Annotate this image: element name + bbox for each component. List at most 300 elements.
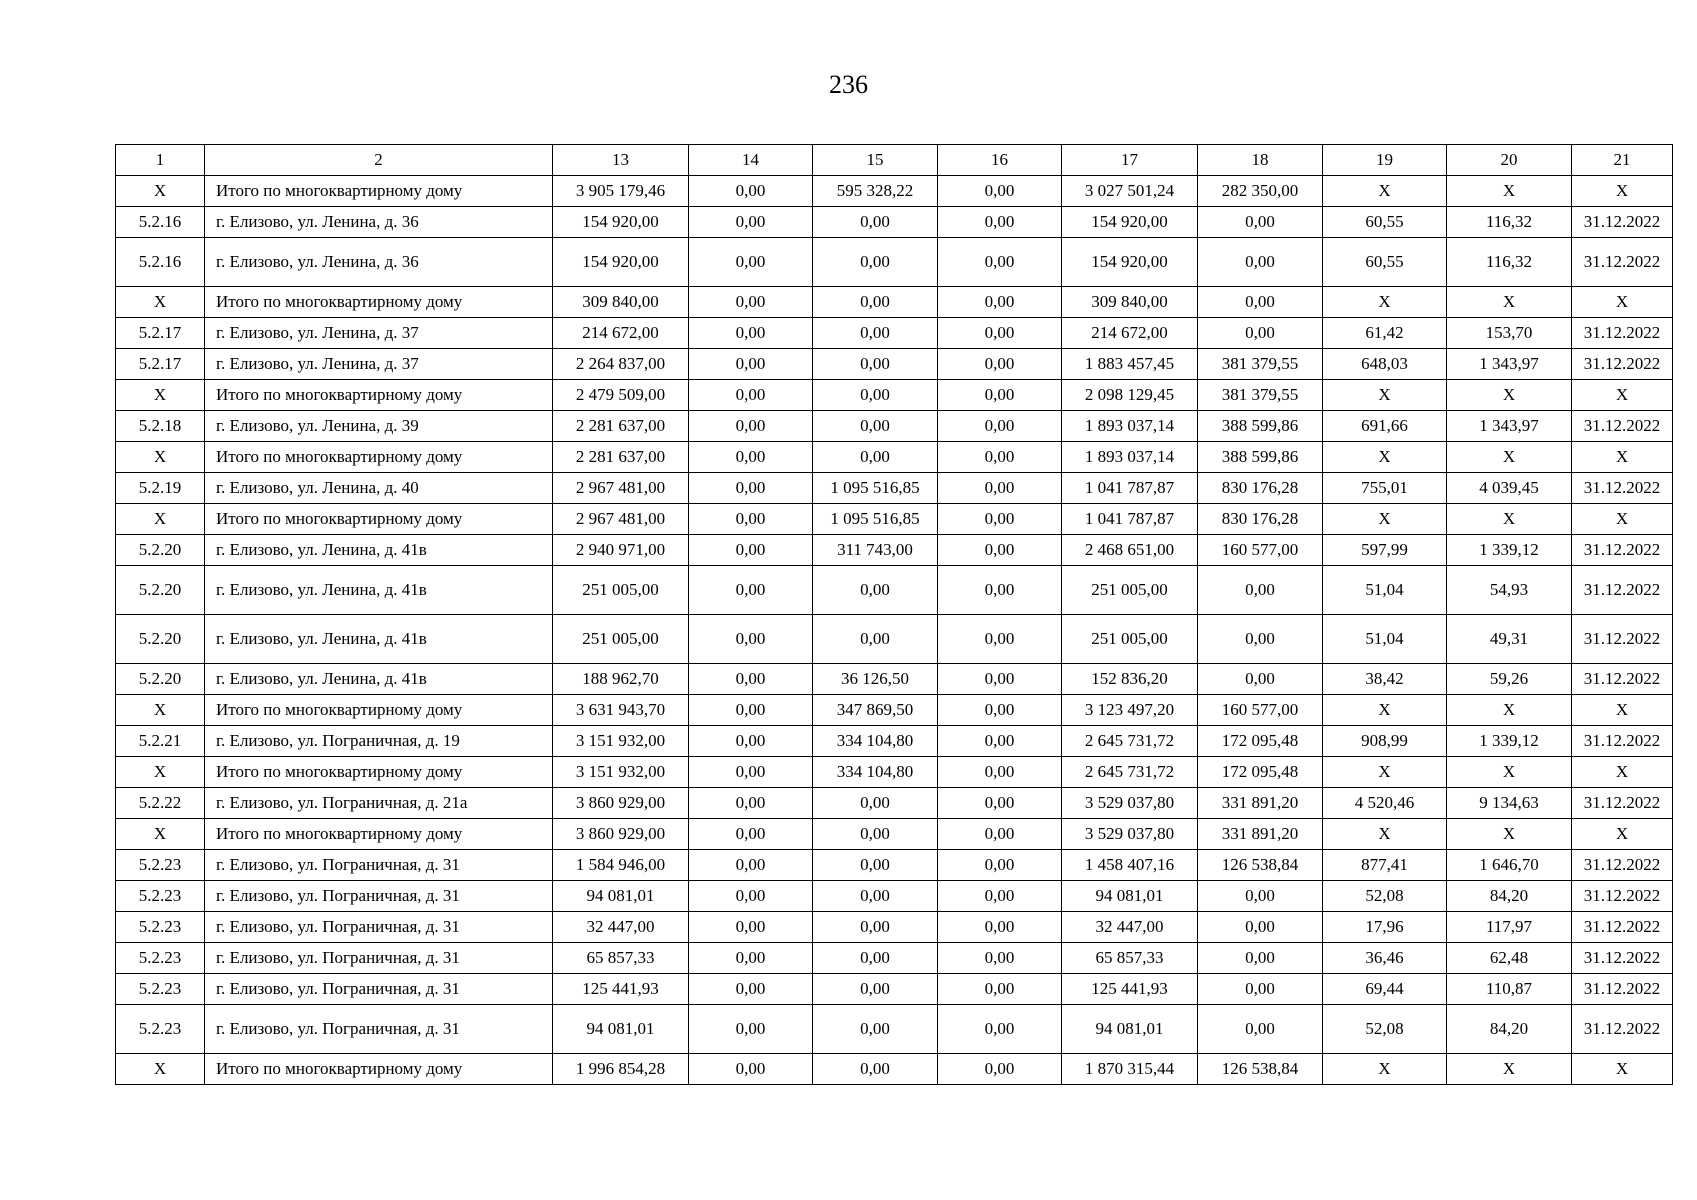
- col-19-cell: 36,46: [1323, 943, 1447, 974]
- col-13-cell: 3 151 932,00: [553, 757, 689, 788]
- col-15-cell: 0,00: [813, 380, 938, 411]
- col-20-cell: 1 343,97: [1447, 411, 1572, 442]
- col-16-cell: 0,00: [938, 974, 1062, 1005]
- column-header: 1: [116, 145, 205, 176]
- col-13-cell: 251 005,00: [553, 566, 689, 615]
- col-21-cell: Х: [1572, 442, 1673, 473]
- col-21-cell: 31.12.2022: [1572, 615, 1673, 664]
- col-18-cell: 0,00: [1198, 664, 1323, 695]
- col-18-cell: 0,00: [1198, 318, 1323, 349]
- col-17-cell: 94 081,01: [1062, 1005, 1198, 1054]
- col-15-cell: 0,00: [813, 974, 938, 1005]
- address-cell: г. Елизово, ул. Пограничная, д. 31: [205, 881, 553, 912]
- col-17-cell: 65 857,33: [1062, 943, 1198, 974]
- address-cell: г. Елизово, ул. Пограничная, д. 31: [205, 974, 553, 1005]
- col-18-cell: 830 176,28: [1198, 504, 1323, 535]
- col-18-cell: 0,00: [1198, 881, 1323, 912]
- col-16-cell: 0,00: [938, 287, 1062, 318]
- col-19-cell: Х: [1323, 380, 1447, 411]
- table-row: [116, 943, 1673, 974]
- col-20-cell: 4 039,45: [1447, 473, 1572, 504]
- col-13-cell: 251 005,00: [553, 615, 689, 664]
- col-15-cell: 0,00: [813, 207, 938, 238]
- column-header: 15: [813, 145, 938, 176]
- col-14-cell: 0,00: [689, 176, 813, 207]
- col-15-cell: 0,00: [813, 615, 938, 664]
- row-number-cell: Х: [116, 819, 205, 850]
- col-17-cell: 1 041 787,87: [1062, 473, 1198, 504]
- row-number-cell: Х: [116, 176, 205, 207]
- col-18-cell: 0,00: [1198, 974, 1323, 1005]
- col-14-cell: 0,00: [689, 974, 813, 1005]
- col-20-cell: Х: [1447, 176, 1572, 207]
- col-20-cell: 84,20: [1447, 1005, 1572, 1054]
- col-14-cell: 0,00: [689, 1054, 813, 1085]
- row-number-cell: 5.2.19: [116, 473, 205, 504]
- col-21-cell: Х: [1572, 504, 1673, 535]
- col-17-cell: 251 005,00: [1062, 566, 1198, 615]
- col-13-cell: 2 967 481,00: [553, 473, 689, 504]
- col-19-cell: Х: [1323, 176, 1447, 207]
- row-number-cell: 5.2.23: [116, 912, 205, 943]
- address-cell: Итого по многоквартирному дому: [205, 380, 553, 411]
- col-19-cell: 61,42: [1323, 318, 1447, 349]
- col-17-cell: 152 836,20: [1062, 664, 1198, 695]
- col-16-cell: 0,00: [938, 318, 1062, 349]
- table-row: [116, 1005, 1673, 1054]
- col-19-cell: 908,99: [1323, 726, 1447, 757]
- row-number-cell: Х: [116, 1054, 205, 1085]
- table-row: [116, 664, 1673, 695]
- table-row: [116, 912, 1673, 943]
- row-number-cell: 5.2.20: [116, 615, 205, 664]
- row-number-cell: Х: [116, 442, 205, 473]
- address-cell: Итого по многоквартирному дому: [205, 1054, 553, 1085]
- col-17-cell: 2 098 129,45: [1062, 380, 1198, 411]
- col-14-cell: 0,00: [689, 757, 813, 788]
- col-16-cell: 0,00: [938, 850, 1062, 881]
- col-16-cell: 0,00: [938, 819, 1062, 850]
- table-row: [116, 176, 1673, 207]
- col-14-cell: 0,00: [689, 664, 813, 695]
- row-number-cell: 5.2.21: [116, 726, 205, 757]
- table-row: [116, 380, 1673, 411]
- col-17-cell: 251 005,00: [1062, 615, 1198, 664]
- page-number: 236: [829, 70, 868, 99]
- col-21-cell: 31.12.2022: [1572, 850, 1673, 881]
- col-18-cell: 160 577,00: [1198, 695, 1323, 726]
- col-18-cell: 0,00: [1198, 207, 1323, 238]
- table-row: [116, 726, 1673, 757]
- col-19-cell: Х: [1323, 695, 1447, 726]
- col-19-cell: 51,04: [1323, 615, 1447, 664]
- col-16-cell: 0,00: [938, 943, 1062, 974]
- col-13-cell: 2 967 481,00: [553, 504, 689, 535]
- col-14-cell: 0,00: [689, 726, 813, 757]
- col-13-cell: 154 920,00: [553, 207, 689, 238]
- address-cell: Итого по многоквартирному дому: [205, 757, 553, 788]
- row-number-cell: 5.2.20: [116, 566, 205, 615]
- table-row: [116, 881, 1673, 912]
- col-15-cell: 347 869,50: [813, 695, 938, 726]
- col-13-cell: 3 860 929,00: [553, 788, 689, 819]
- col-13-cell: 214 672,00: [553, 318, 689, 349]
- col-13-cell: 188 962,70: [553, 664, 689, 695]
- col-21-cell: 31.12.2022: [1572, 535, 1673, 566]
- col-21-cell: Х: [1572, 380, 1673, 411]
- col-14-cell: 0,00: [689, 850, 813, 881]
- col-16-cell: 0,00: [938, 912, 1062, 943]
- col-13-cell: 1 584 946,00: [553, 850, 689, 881]
- col-19-cell: 38,42: [1323, 664, 1447, 695]
- col-13-cell: 3 631 943,70: [553, 695, 689, 726]
- col-17-cell: 309 840,00: [1062, 287, 1198, 318]
- col-16-cell: 0,00: [938, 238, 1062, 287]
- col-13-cell: 2 281 637,00: [553, 411, 689, 442]
- table-row: [116, 788, 1673, 819]
- col-18-cell: 126 538,84: [1198, 850, 1323, 881]
- col-16-cell: 0,00: [938, 349, 1062, 380]
- col-15-cell: 0,00: [813, 411, 938, 442]
- col-15-cell: 0,00: [813, 912, 938, 943]
- col-20-cell: 1 339,12: [1447, 726, 1572, 757]
- col-17-cell: 3 027 501,24: [1062, 176, 1198, 207]
- table-row: [116, 238, 1673, 287]
- col-14-cell: 0,00: [689, 442, 813, 473]
- col-13-cell: 94 081,01: [553, 881, 689, 912]
- col-21-cell: 31.12.2022: [1572, 566, 1673, 615]
- table-row: [116, 207, 1673, 238]
- address-cell: г. Елизово, ул. Ленина, д. 40: [205, 473, 553, 504]
- col-15-cell: 0,00: [813, 287, 938, 318]
- col-14-cell: 0,00: [689, 566, 813, 615]
- col-14-cell: 0,00: [689, 788, 813, 819]
- col-14-cell: 0,00: [689, 535, 813, 566]
- col-20-cell: Х: [1447, 757, 1572, 788]
- col-13-cell: 309 840,00: [553, 287, 689, 318]
- table-row: [116, 442, 1673, 473]
- col-20-cell: 1 339,12: [1447, 535, 1572, 566]
- col-21-cell: 31.12.2022: [1572, 238, 1673, 287]
- row-number-cell: Х: [116, 287, 205, 318]
- column-header: 21: [1572, 145, 1673, 176]
- col-14-cell: 0,00: [689, 504, 813, 535]
- table-row: [116, 974, 1673, 1005]
- col-14-cell: 0,00: [689, 380, 813, 411]
- col-16-cell: 0,00: [938, 380, 1062, 411]
- col-16-cell: 0,00: [938, 664, 1062, 695]
- col-20-cell: 9 134,63: [1447, 788, 1572, 819]
- col-13-cell: 3 905 179,46: [553, 176, 689, 207]
- col-20-cell: 110,87: [1447, 974, 1572, 1005]
- col-13-cell: 3 860 929,00: [553, 819, 689, 850]
- col-17-cell: 1 041 787,87: [1062, 504, 1198, 535]
- col-17-cell: 32 447,00: [1062, 912, 1198, 943]
- col-13-cell: 2 479 509,00: [553, 380, 689, 411]
- col-19-cell: Х: [1323, 442, 1447, 473]
- col-20-cell: 54,93: [1447, 566, 1572, 615]
- col-21-cell: 31.12.2022: [1572, 788, 1673, 819]
- address-cell: Итого по многоквартирному дому: [205, 287, 553, 318]
- address-cell: г. Елизово, ул. Пограничная, д. 31: [205, 912, 553, 943]
- col-13-cell: 2 264 837,00: [553, 349, 689, 380]
- col-19-cell: 17,96: [1323, 912, 1447, 943]
- col-18-cell: 830 176,28: [1198, 473, 1323, 504]
- col-20-cell: 1 343,97: [1447, 349, 1572, 380]
- col-15-cell: 1 095 516,85: [813, 473, 938, 504]
- col-20-cell: Х: [1447, 695, 1572, 726]
- col-19-cell: 4 520,46: [1323, 788, 1447, 819]
- col-19-cell: 60,55: [1323, 207, 1447, 238]
- col-19-cell: 52,08: [1323, 1005, 1447, 1054]
- col-15-cell: 0,00: [813, 318, 938, 349]
- col-16-cell: 0,00: [938, 566, 1062, 615]
- col-14-cell: 0,00: [689, 881, 813, 912]
- address-cell: г. Елизово, ул. Ленина, д. 36: [205, 207, 553, 238]
- col-17-cell: 154 920,00: [1062, 238, 1198, 287]
- col-18-cell: 0,00: [1198, 943, 1323, 974]
- col-13-cell: 1 996 854,28: [553, 1054, 689, 1085]
- table-row: [116, 819, 1673, 850]
- row-number-cell: 5.2.22: [116, 788, 205, 819]
- column-header: 2: [205, 145, 553, 176]
- col-19-cell: 60,55: [1323, 238, 1447, 287]
- row-number-cell: Х: [116, 695, 205, 726]
- col-20-cell: Х: [1447, 504, 1572, 535]
- col-14-cell: 0,00: [689, 695, 813, 726]
- col-20-cell: 49,31: [1447, 615, 1572, 664]
- col-17-cell: 125 441,93: [1062, 974, 1198, 1005]
- col-21-cell: 31.12.2022: [1572, 207, 1673, 238]
- col-21-cell: Х: [1572, 176, 1673, 207]
- address-cell: г. Елизово, ул. Ленина, д. 41в: [205, 664, 553, 695]
- col-20-cell: 84,20: [1447, 881, 1572, 912]
- col-20-cell: Х: [1447, 819, 1572, 850]
- table-row: [116, 695, 1673, 726]
- col-20-cell: 116,32: [1447, 207, 1572, 238]
- table-row: [116, 349, 1673, 380]
- col-18-cell: 0,00: [1198, 287, 1323, 318]
- column-header: 17: [1062, 145, 1198, 176]
- column-header: 18: [1198, 145, 1323, 176]
- row-number-cell: 5.2.23: [116, 1005, 205, 1054]
- col-16-cell: 0,00: [938, 1054, 1062, 1085]
- col-18-cell: 0,00: [1198, 566, 1323, 615]
- row-number-cell: 5.2.17: [116, 349, 205, 380]
- col-16-cell: 0,00: [938, 881, 1062, 912]
- row-number-cell: Х: [116, 504, 205, 535]
- row-number-cell: 5.2.23: [116, 974, 205, 1005]
- col-14-cell: 0,00: [689, 819, 813, 850]
- col-18-cell: 0,00: [1198, 238, 1323, 287]
- column-header: 20: [1447, 145, 1572, 176]
- address-cell: Итого по многоквартирному дому: [205, 695, 553, 726]
- col-14-cell: 0,00: [689, 1005, 813, 1054]
- col-19-cell: 648,03: [1323, 349, 1447, 380]
- col-16-cell: 0,00: [938, 695, 1062, 726]
- col-20-cell: Х: [1447, 442, 1572, 473]
- table-row: [116, 1054, 1673, 1085]
- address-cell: г. Елизово, ул. Ленина, д. 39: [205, 411, 553, 442]
- col-15-cell: 1 095 516,85: [813, 504, 938, 535]
- col-20-cell: 59,26: [1447, 664, 1572, 695]
- col-21-cell: Х: [1572, 695, 1673, 726]
- col-19-cell: Х: [1323, 757, 1447, 788]
- col-16-cell: 0,00: [938, 757, 1062, 788]
- address-cell: г. Елизово, ул. Ленина, д. 41в: [205, 615, 553, 664]
- col-15-cell: 0,00: [813, 1005, 938, 1054]
- col-16-cell: 0,00: [938, 442, 1062, 473]
- col-15-cell: 595 328,22: [813, 176, 938, 207]
- row-number-cell: 5.2.23: [116, 943, 205, 974]
- col-20-cell: Х: [1447, 287, 1572, 318]
- address-cell: г. Елизово, ул. Ленина, д. 41в: [205, 566, 553, 615]
- address-cell: Итого по многоквартирному дому: [205, 819, 553, 850]
- table-row: [116, 287, 1673, 318]
- col-20-cell: 1 646,70: [1447, 850, 1572, 881]
- col-21-cell: 31.12.2022: [1572, 318, 1673, 349]
- col-19-cell: 755,01: [1323, 473, 1447, 504]
- address-cell: г. Елизово, ул. Пограничная, д. 31: [205, 1005, 553, 1054]
- col-20-cell: 116,32: [1447, 238, 1572, 287]
- address-cell: Итого по многоквартирному дому: [205, 442, 553, 473]
- col-18-cell: 0,00: [1198, 1005, 1323, 1054]
- col-15-cell: 334 104,80: [813, 757, 938, 788]
- col-21-cell: 31.12.2022: [1572, 881, 1673, 912]
- col-14-cell: 0,00: [689, 238, 813, 287]
- col-13-cell: 125 441,93: [553, 974, 689, 1005]
- col-16-cell: 0,00: [938, 176, 1062, 207]
- col-16-cell: 0,00: [938, 1005, 1062, 1054]
- row-number-cell: 5.2.16: [116, 207, 205, 238]
- row-number-cell: 5.2.20: [116, 664, 205, 695]
- col-13-cell: 2 281 637,00: [553, 442, 689, 473]
- table-row: [116, 473, 1673, 504]
- row-number-cell: 5.2.18: [116, 411, 205, 442]
- col-20-cell: Х: [1447, 1054, 1572, 1085]
- address-cell: г. Елизово, ул. Ленина, д. 41в: [205, 535, 553, 566]
- col-13-cell: 154 920,00: [553, 238, 689, 287]
- col-21-cell: Х: [1572, 819, 1673, 850]
- col-18-cell: 331 891,20: [1198, 819, 1323, 850]
- address-cell: г. Елизово, ул. Пограничная, д. 19: [205, 726, 553, 757]
- col-18-cell: 0,00: [1198, 912, 1323, 943]
- col-20-cell: Х: [1447, 380, 1572, 411]
- col-17-cell: 3 123 497,20: [1062, 695, 1198, 726]
- col-17-cell: 154 920,00: [1062, 207, 1198, 238]
- row-number-cell: 5.2.17: [116, 318, 205, 349]
- table-row: [116, 850, 1673, 881]
- col-21-cell: Х: [1572, 287, 1673, 318]
- table-row: [116, 615, 1673, 664]
- col-13-cell: 32 447,00: [553, 912, 689, 943]
- col-18-cell: 160 577,00: [1198, 535, 1323, 566]
- col-19-cell: 52,08: [1323, 881, 1447, 912]
- col-19-cell: 597,99: [1323, 535, 1447, 566]
- col-13-cell: 94 081,01: [553, 1005, 689, 1054]
- col-18-cell: 172 095,48: [1198, 757, 1323, 788]
- table-body: [116, 145, 1673, 1085]
- table-row: [116, 757, 1673, 788]
- col-19-cell: Х: [1323, 287, 1447, 318]
- col-17-cell: 94 081,01: [1062, 881, 1198, 912]
- col-21-cell: 31.12.2022: [1572, 349, 1673, 380]
- col-15-cell: 0,00: [813, 566, 938, 615]
- col-15-cell: 0,00: [813, 881, 938, 912]
- col-14-cell: 0,00: [689, 943, 813, 974]
- col-18-cell: 381 379,55: [1198, 380, 1323, 411]
- col-17-cell: 3 529 037,80: [1062, 788, 1198, 819]
- col-15-cell: 0,00: [813, 442, 938, 473]
- address-cell: Итого по многоквартирному дому: [205, 504, 553, 535]
- col-15-cell: 0,00: [813, 238, 938, 287]
- col-18-cell: 331 891,20: [1198, 788, 1323, 819]
- col-21-cell: 31.12.2022: [1572, 726, 1673, 757]
- col-14-cell: 0,00: [689, 318, 813, 349]
- col-19-cell: 69,44: [1323, 974, 1447, 1005]
- row-number-cell: Х: [116, 757, 205, 788]
- col-14-cell: 0,00: [689, 349, 813, 380]
- table-row: [116, 535, 1673, 566]
- col-15-cell: 0,00: [813, 850, 938, 881]
- col-17-cell: 1 893 037,14: [1062, 442, 1198, 473]
- col-18-cell: 388 599,86: [1198, 411, 1323, 442]
- col-18-cell: 0,00: [1198, 615, 1323, 664]
- data-table: [115, 144, 1673, 1085]
- row-number-cell: 5.2.20: [116, 535, 205, 566]
- col-17-cell: 3 529 037,80: [1062, 819, 1198, 850]
- address-cell: г. Елизово, ул. Ленина, д. 37: [205, 318, 553, 349]
- col-14-cell: 0,00: [689, 411, 813, 442]
- col-18-cell: 388 599,86: [1198, 442, 1323, 473]
- col-18-cell: 282 350,00: [1198, 176, 1323, 207]
- col-15-cell: 0,00: [813, 788, 938, 819]
- col-13-cell: 3 151 932,00: [553, 726, 689, 757]
- column-header: 14: [689, 145, 813, 176]
- table-row: [116, 504, 1673, 535]
- col-21-cell: Х: [1572, 757, 1673, 788]
- col-17-cell: 2 468 651,00: [1062, 535, 1198, 566]
- col-19-cell: Х: [1323, 1054, 1447, 1085]
- col-21-cell: 31.12.2022: [1572, 1005, 1673, 1054]
- col-16-cell: 0,00: [938, 207, 1062, 238]
- address-cell: г. Елизово, ул. Пограничная, д. 21а: [205, 788, 553, 819]
- address-cell: г. Елизово, ул. Пограничная, д. 31: [205, 850, 553, 881]
- col-17-cell: 214 672,00: [1062, 318, 1198, 349]
- table-header-row: [116, 145, 1673, 176]
- col-19-cell: 877,41: [1323, 850, 1447, 881]
- col-15-cell: 311 743,00: [813, 535, 938, 566]
- col-17-cell: 1 893 037,14: [1062, 411, 1198, 442]
- col-14-cell: 0,00: [689, 912, 813, 943]
- col-13-cell: 2 940 971,00: [553, 535, 689, 566]
- col-13-cell: 65 857,33: [553, 943, 689, 974]
- address-cell: Итого по многоквартирному дому: [205, 176, 553, 207]
- col-15-cell: 36 126,50: [813, 664, 938, 695]
- col-17-cell: 2 645 731,72: [1062, 757, 1198, 788]
- col-21-cell: 31.12.2022: [1572, 411, 1673, 442]
- col-17-cell: 2 645 731,72: [1062, 726, 1198, 757]
- col-14-cell: 0,00: [689, 615, 813, 664]
- col-19-cell: Х: [1323, 819, 1447, 850]
- table-row: [116, 411, 1673, 442]
- col-18-cell: 126 538,84: [1198, 1054, 1323, 1085]
- col-16-cell: 0,00: [938, 615, 1062, 664]
- col-20-cell: 62,48: [1447, 943, 1572, 974]
- col-16-cell: 0,00: [938, 411, 1062, 442]
- col-21-cell: 31.12.2022: [1572, 912, 1673, 943]
- col-19-cell: 51,04: [1323, 566, 1447, 615]
